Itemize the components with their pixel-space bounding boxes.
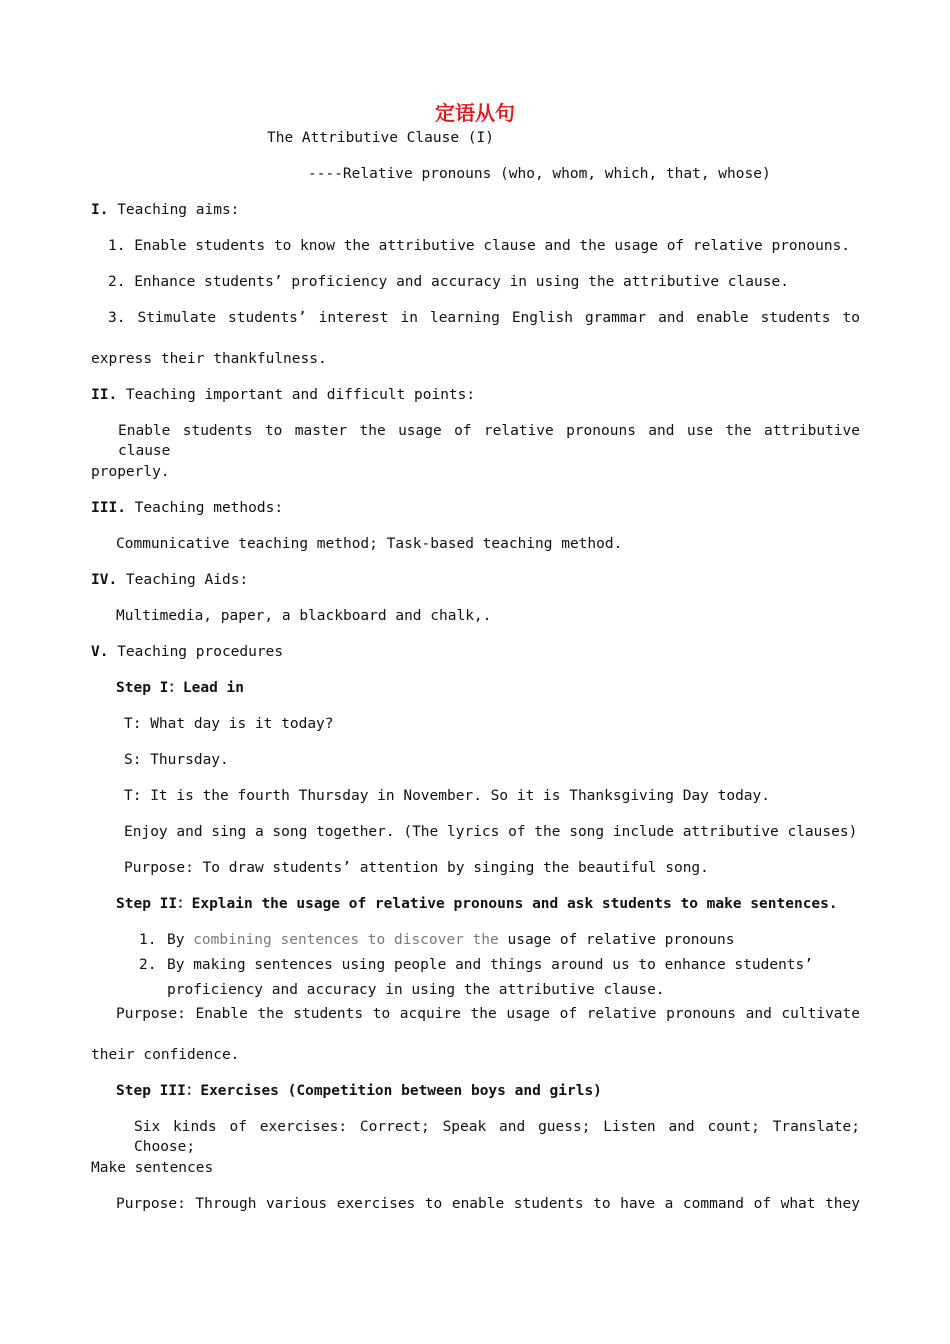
step2-item-1 [139, 930, 909, 950]
step1-title: Step I：Lead in [116, 680, 244, 696]
item-text-gray: combining sentences to discover the [193, 932, 499, 948]
item-text-part: By [167, 932, 194, 948]
section-heading: Teaching methods: [125, 500, 284, 516]
dialogue-line: T: It is the fourth Thursday in November. So it is Thanksgiving Day today. [124, 788, 771, 804]
section-number: IV. [91, 572, 118, 588]
aim-item-continued: express their thankfulness. [91, 351, 327, 367]
aids-text: Multimedia, paper, a blackboard and chalk,. [116, 608, 492, 624]
step3-title: Step III：Exercises (Competition between boys and girls) [116, 1083, 602, 1099]
item-text-part: usage of relative pronouns [498, 932, 735, 948]
step3-purpose: Purpose: Through various exercises to enable students to have a command of what they [116, 1196, 860, 1212]
document-subtitle-pronouns: ----Relative pronouns (who, whom, which, that, whose) [308, 166, 771, 182]
step1-activity: Enjoy and sing a song together. (The lyrics of the song include attributive clauses) [124, 824, 858, 840]
item-number: 1. [139, 932, 157, 948]
step1-purpose: Purpose: To draw students’ attention by singing the beautiful song. [124, 860, 709, 876]
step2-purpose: Purpose: Enable the students to acquire the usage of relative pronouns and cultivate [116, 1006, 860, 1022]
aim-item: 1. Enable students to know the attributive clause and the usage of relative pronouns. [108, 238, 851, 254]
dialogue-line: T: What day is it today? [124, 716, 334, 732]
section-teaching-methods [91, 498, 861, 518]
section-important-points [91, 385, 861, 405]
section-heading: Teaching aims: [108, 202, 240, 218]
section-heading: Teaching Aids: [117, 572, 249, 588]
points-text-continued: properly. [91, 464, 170, 480]
section-teaching-procedures [91, 642, 861, 662]
document-title-chinese: 定语从句 [435, 101, 515, 125]
section-teaching-aids [91, 570, 861, 590]
item-text: By making sentences using people and things around us to enhance students’ [167, 957, 814, 973]
methods-text: Communicative teaching method; Task-based teaching method. [116, 536, 623, 552]
section-heading: Teaching important and difficult points: [117, 387, 476, 403]
step3-exercises: Six kinds of exercises: Correct; Speak and guess; Listen and count; Translate; Choose; [134, 1119, 860, 1155]
dialogue-line: S: Thursday. [124, 752, 229, 768]
item-text [167, 930, 734, 950]
section-number: I. [91, 202, 109, 218]
section-number: V. [91, 644, 109, 660]
step3-exercises-continued: Make sentences [91, 1160, 214, 1176]
step2-item-2 [139, 955, 909, 975]
item-number: 2. [139, 957, 157, 973]
aim-item: 2. Enhance students’ proficiency and accuracy in using the attributive clause. [108, 274, 789, 290]
section-heading: Teaching procedures [108, 644, 284, 660]
section-number: III. [91, 500, 126, 516]
section-number: II. [91, 387, 118, 403]
step2-purpose-continued: their confidence. [91, 1047, 240, 1063]
document-subtitle: The Attributive Clause (I) [267, 130, 494, 146]
step2-item-2-continued: proficiency and accuracy in using the attributive clause. [167, 982, 665, 998]
step2-title: Step II：Explain the usage of relative pronouns and ask students to make sentences. [116, 896, 838, 912]
section-teaching-aims [91, 200, 861, 220]
points-text: Enable students to master the usage of relative pronouns and use the attributive clause [118, 423, 860, 459]
aim-item: 3. Stimulate students’ interest in learning English grammar and enable students to [108, 310, 860, 326]
